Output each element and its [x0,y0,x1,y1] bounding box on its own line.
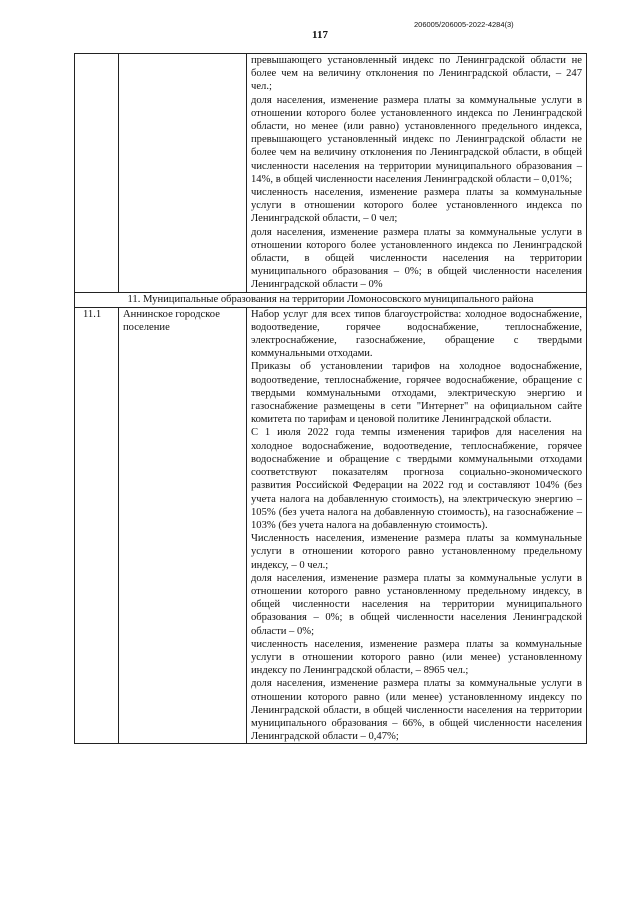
paragraph: доля населения, изменение размера платы за коммунальные услуги в отношении которого равно (или менее) установленному индексу по Ленинградской области, в общей численности населения на территории муниципального образования – 66%, в общей численности населения Ленинградской области – 0,47%; [251,678,582,743]
description-cell [247,307,587,744]
municipality-name: Аннинское городское поселение [119,307,247,744]
paragraph: численность населения, изменение размера платы за коммунальные услуги в отношении которого более установленного индекса по Ленинградской области, – 0 чел; [251,187,582,225]
paragraph: доля населения, изменение размера платы за коммунальные услуги в отношении которого равно установленному предельному индексу, в общей численности населения на территории муниципального образования – 0%; в общей численности населения Ленинградской области – 0%; [251,572,582,637]
paragraph: численность населения, изменение размера платы за коммунальные услуги в отношении которого равно (или менее) установленному индексу по Ленинградской области, – 8965 чел.; [251,638,582,677]
table-row [75,54,587,293]
section-title: 11. Муниципальные образования на территории Ломоносовского муниципального района [75,292,587,307]
section-header-row [75,292,587,307]
number-cell [75,54,119,293]
paragraph: доля населения, изменение размера платы за коммунальные услуги в отношении которого более установленного индекса по Ленинградской области, но менее (или равно) установленного предельного индекса, превышающего установленный индекс по Ленинградской области не более чем на величину отклонения по Ленинградской области, в общей численности населения на территории муниципального образования – 14%, в общей численности населения Ленинградской области – 0,01%; [251,94,582,185]
row-number: 11.1 [75,307,119,744]
paragraph: Набор услуг для всех типов благоустройства: холодное водоснабжение, водоотведение, горячее водоснабжение, теплоснабжение, электроснабжение, газоснабжение, обращение с твердыми коммунальными отходами. [251,308,582,360]
document-code: 206005/206005-2022-4284(3) [414,20,514,29]
paragraph: Приказы об установлении тарифов на холодное водоснабжение, водоотведение, теплоснабжение, горячее водоснабжение, обращение с твердыми коммунальными отходами, электрическую энергию и газоснабжение размещены в сети "Интернет" на официальном сайте комитета по тарифам и ценовой политике Ленинградской области. [251,361,582,426]
paragraph: Численность населения, изменение размера платы за коммунальные услуги в отношении которого равно установленному предельному индексу, – 0 чел.; [251,533,582,571]
paragraph: превышающего установленный индекс по Ленинградской области не более чем на величину отклонения по Ленинградской области, – 247 чел.; [251,55,582,93]
table-row [75,307,587,744]
document-table [74,53,587,744]
paragraph: доля населения, изменение размера платы за коммунальные услуги в отношении которого более установленного индекса по Ленинградской области, в общей численности населения на территории муниципального образования – 0%; в общей численности населения Ленинградской области – 0% [251,226,582,291]
paragraph: С 1 июля 2022 года темпы изменения тарифов для населения на холодное водоснабжение, водоотведение, теплоснабжение, горячее водоснабжение и обращение с твердыми коммунальными отходами соответствуют показателям прогноза социально-экономического развития Российской Федерации на 2022 год и составляют 104% (без учета налога на добавленную стоимость), на электрическую энергию – 105% (без учета налога на добавленную стоимость), на газоснабжение – 103% (без учета налога на добавленную стоимость). [251,427,582,531]
page-number: 117 [312,29,328,41]
description-cell [247,54,587,293]
municipality-cell [119,54,247,293]
